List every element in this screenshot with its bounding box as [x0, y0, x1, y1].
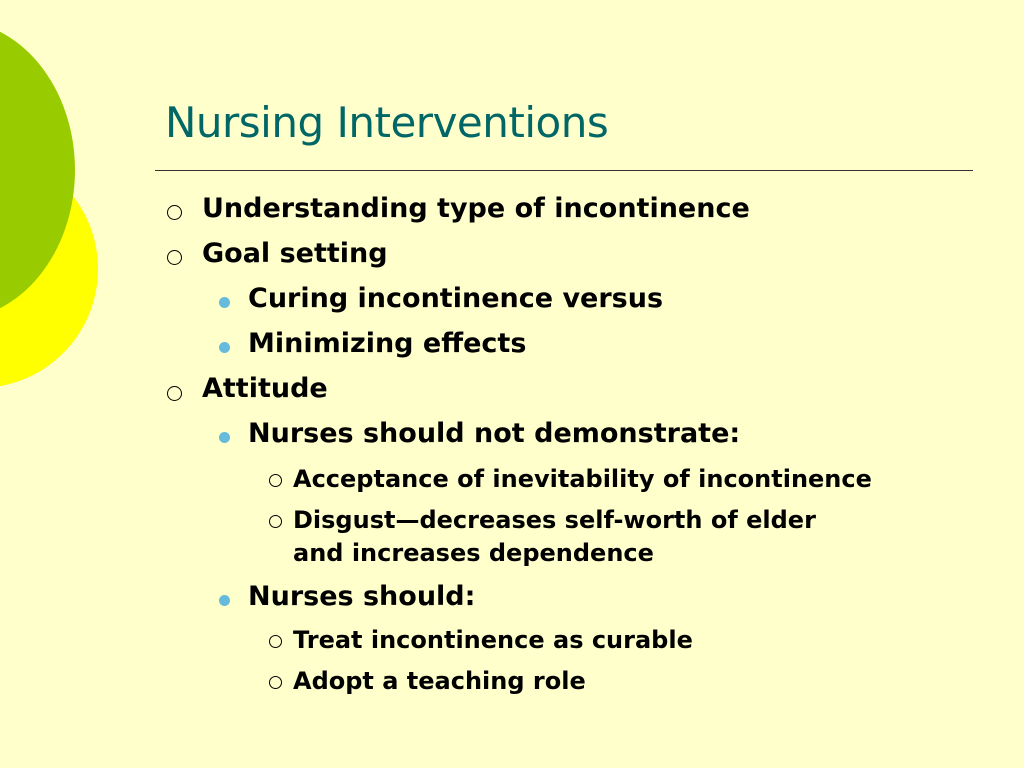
sub-sub-bullet-disgust-line1: Disgust—decreases self-worth of elder — [293, 506, 816, 534]
sub-sub-bullet-disgust-line2: and increases dependence — [293, 539, 654, 567]
sub-bullet-minimizing: Minimizing effects — [248, 328, 527, 359]
hollow-circle-bullet-icon — [167, 386, 182, 401]
sub-sub-bullet-disgust — [293, 504, 816, 570]
sub-sub-bullet-adopt: Adopt a teaching role — [293, 667, 586, 695]
filled-dot-bullet-icon — [219, 595, 230, 606]
hollow-circle-bullet-icon — [269, 474, 282, 487]
title-divider — [155, 170, 973, 171]
sub-bullet-should: Nurses should: — [248, 581, 476, 612]
hollow-circle-bullet-icon — [269, 676, 282, 689]
hollow-circle-bullet-icon — [167, 205, 182, 220]
filled-dot-bullet-icon — [219, 342, 230, 353]
bullet-understanding-type: Understanding type of incontinence — [202, 193, 750, 224]
filled-dot-bullet-icon — [219, 432, 230, 443]
bullet-attitude: Attitude — [202, 373, 328, 404]
bullet-goal-setting: Goal setting — [202, 238, 388, 269]
slide-title: Nursing Interventions — [165, 98, 609, 147]
sub-sub-bullet-acceptance: Acceptance of inevitability of incontinence — [293, 465, 872, 493]
sub-bullet-curing: Curing incontinence versus — [248, 283, 664, 314]
hollow-circle-bullet-icon — [269, 515, 282, 528]
filled-dot-bullet-icon — [219, 297, 230, 308]
sub-bullet-should-not: Nurses should not demonstrate: — [248, 418, 741, 449]
hollow-circle-bullet-icon — [167, 250, 182, 265]
sub-sub-bullet-treat: Treat incontinence as curable — [293, 626, 693, 654]
hollow-circle-bullet-icon — [269, 635, 282, 648]
